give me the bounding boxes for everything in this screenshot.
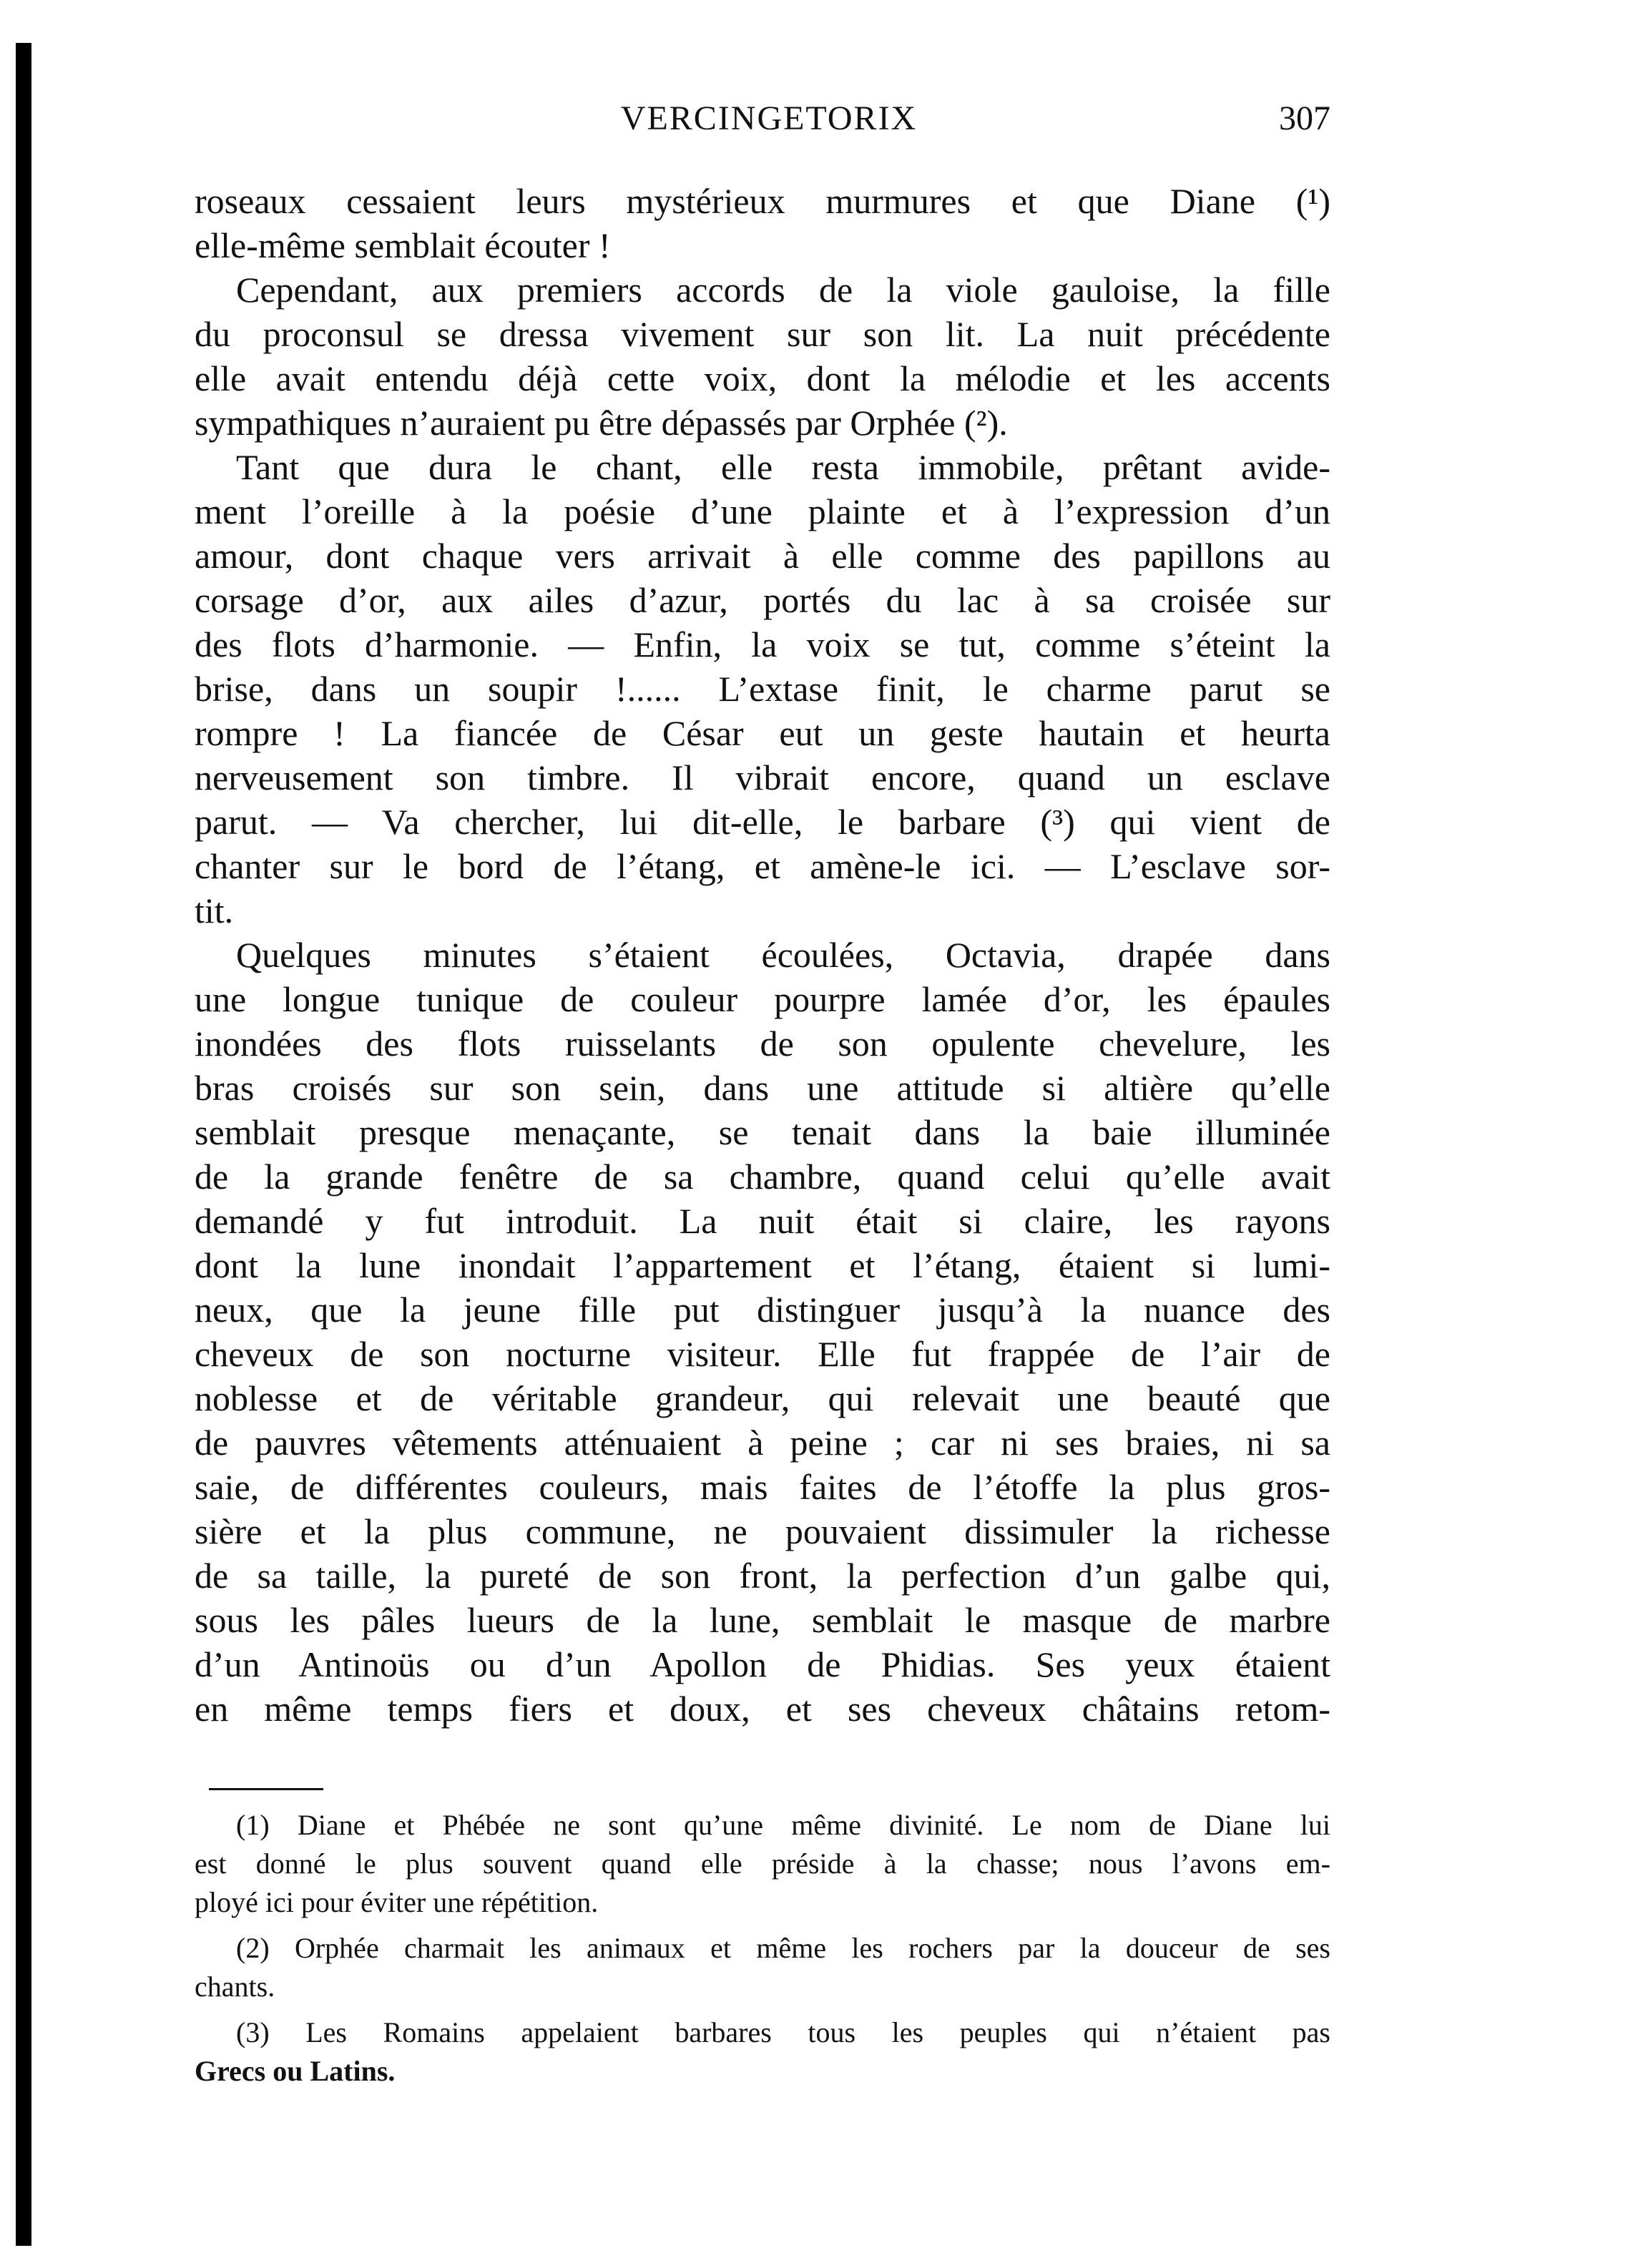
text-line: amour, dont chaque vers arrivait à elle comme des papillons au: [195, 536, 1330, 576]
text-line: rompre ! La fiancée de César eut un geste hautain et heurta: [195, 713, 1330, 753]
text-line: cheveux de son nocturne visiteur. Elle fut frappée de l’air de: [195, 1334, 1330, 1374]
text-line: nerveusement son timbre. Il vibrait encore, quand un esclave: [195, 757, 1330, 797]
footnotes: [195, 1806, 1330, 2091]
footnote-rule: [209, 1788, 323, 1790]
text-line: une longue tunique de couleur pourpre lamée d’or, les épaules: [195, 979, 1330, 1019]
text-line: noblesse et de véritable grandeur, qui relevait une beauté que: [195, 1378, 1330, 1418]
text-line: de la grande fenêtre de sa chambre, quand celui qu’elle avait: [195, 1157, 1330, 1197]
text-line: sous les pâles lueurs de la lune, semblait le masque de marbre: [195, 1600, 1330, 1640]
text-line: de sa taille, la pureté de son front, la perfection d’un galbe qui,: [195, 1556, 1330, 1596]
text-line: de pauvres vêtements atténuaient à peine ; car ni ses braies, ni sa: [195, 1423, 1330, 1463]
text-line: sympathiques n’auraient pu être dépassés par Orphée (²).: [195, 403, 1008, 443]
footnote-line: Grecs ou Latins.: [195, 2055, 396, 2087]
text-line: demandé y fut introduit. La nuit était si claire, les rayons: [195, 1201, 1330, 1241]
footnote-line: (1) Diane et Phébée ne sont qu’une même divinité. Le nom de Diane lui: [236, 1809, 1330, 1841]
text-line: elle avait entendu déjà cette voix, dont la mélodie et les accents: [195, 358, 1330, 398]
text-line: tit.: [195, 890, 234, 931]
text-line: elle-même semblait écouter !: [195, 225, 611, 265]
footnote-line: chants.: [195, 1970, 275, 2003]
footnote-line: (3) Les Romains appelaient barbares tous les peuples qui n’étaient pas: [236, 2016, 1330, 2048]
binding-edge: [16, 43, 31, 2246]
text-line: dont la lune inondait l’appartement et l’étang, étaient si lumi-: [195, 1245, 1330, 1285]
text-line: du proconsul se dressa vivement sur son lit. La nuit précédente: [195, 314, 1330, 354]
text-line: corsage d’or, aux ailes d’azur, portés du lac à sa croisée sur: [195, 580, 1330, 620]
text-line: inondées des flots ruisselants de son opulente chevelure, les: [195, 1023, 1330, 1064]
text-line: Tant que dura le chant, elle resta immobile, prêtant avide-: [236, 447, 1330, 487]
text-line: ment l’oreille à la poésie d’une plainte et à l’expression d’un: [195, 491, 1330, 531]
page-number: 307: [1279, 99, 1330, 137]
running-title: VERCINGETORIX: [620, 99, 918, 137]
text-line: des flots d’harmonie. — Enfin, la voix se tut, comme s’éteint la: [195, 624, 1330, 664]
text-line: roseaux cessaient leurs mystérieux murmures et que Diane (¹): [195, 181, 1330, 221]
text-line: d’un Antinoüs ou d’un Apollon de Phidias. Ses yeux étaient: [195, 1644, 1330, 1684]
body-text: [195, 179, 1330, 1731]
footnote-line: ployé ici pour éviter une répétition.: [195, 1886, 599, 1918]
text-line: bras croisés sur son sein, dans une attitude si altière qu’elle: [195, 1068, 1330, 1108]
text-line: Cependant, aux premiers accords de la viole gauloise, la fille: [236, 270, 1330, 310]
text-line: chanter sur le bord de l’étang, et amène-le ici. — L’esclave sor-: [195, 846, 1330, 886]
text-line: brise, dans un soupir !...... L’extase finit, le charme parut se: [195, 669, 1330, 709]
text-line: neux, que la jeune fille put distinguer jusqu’à la nuance des: [195, 1290, 1330, 1330]
running-head: [207, 99, 1330, 149]
footnote-line: (2) Orphée charmait les animaux et même les rochers par la douceur de ses: [236, 1932, 1330, 1964]
text-line: saie, de différentes couleurs, mais faites de l’étoffe la plus gros-: [195, 1467, 1330, 1507]
text-line: Quelques minutes s’étaient écoulées, Octavia, drapée dans: [236, 935, 1330, 975]
text-line: sière et la plus commune, ne pouvaient dissimuler la richesse: [195, 1511, 1330, 1551]
text-line: parut. — Va chercher, lui dit-elle, le barbare (³) qui vient de: [195, 802, 1330, 842]
footnote-line: est donné le plus souvent quand elle préside à la chasse; nous l’avons em-: [195, 1847, 1330, 1880]
text-line: semblait presque menaçante, se tenait dans la baie illuminée: [195, 1112, 1330, 1152]
text-line: en même temps fiers et doux, et ses cheveux châtains retom-: [195, 1689, 1330, 1729]
